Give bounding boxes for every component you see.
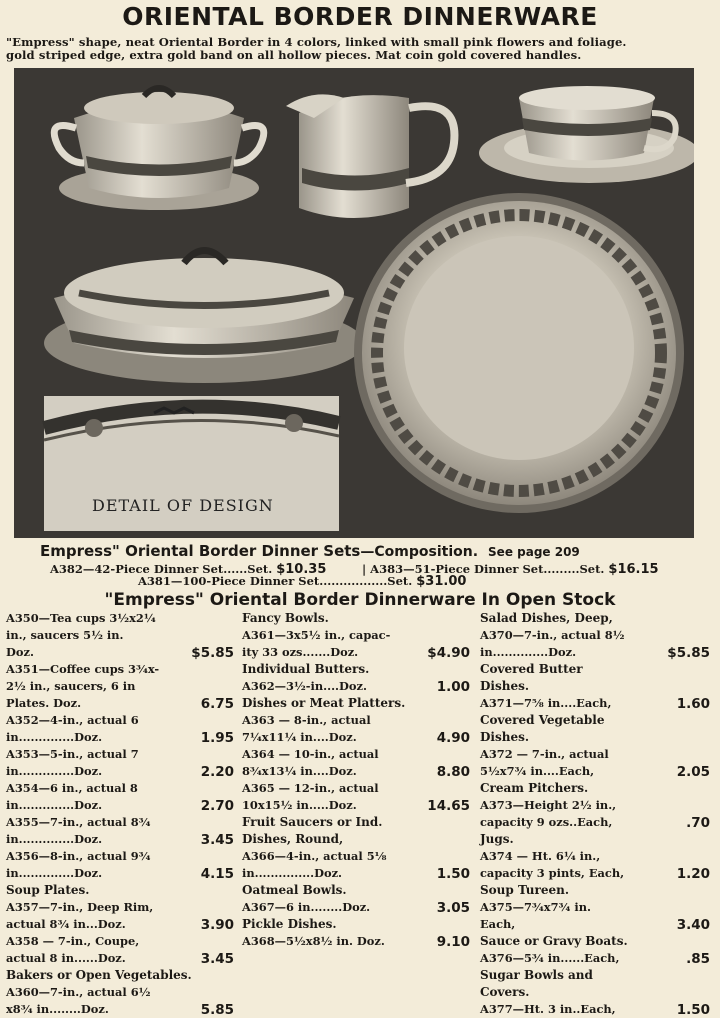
item-price: 3.05 (436, 900, 470, 916)
price-list-row (242, 899, 470, 916)
item-description: A366—4-in., actual 5⅛ (242, 849, 387, 863)
category-heading (480, 831, 710, 848)
set-a383-text: | A383—51-Piece Dinner Set.........Set. (362, 562, 605, 576)
item-price: 1.50 (436, 866, 470, 882)
dinnerware-illustration (14, 68, 694, 538)
detail-of-design-label: DETAIL OF DESIGN (92, 496, 274, 515)
item-description: Jugs. (480, 832, 514, 846)
price-list-row (242, 865, 470, 882)
item-description: ity 33 ozs.......Doz. (242, 645, 359, 659)
price-list-row (6, 1001, 234, 1018)
category-heading (6, 967, 234, 984)
price-list-row (6, 984, 234, 1001)
item-price: 2.70 (200, 798, 234, 814)
price-list-row (6, 950, 234, 967)
item-price: 4.15 (200, 866, 234, 882)
item-description: A374 — Ht. 6¼ in., (480, 849, 601, 863)
item-description: A367—6 in........Doz. (242, 900, 371, 914)
item-description: in..............Doz. (6, 764, 103, 778)
price-column-3 (480, 610, 710, 1018)
price-list-row (480, 848, 710, 865)
item-description: capacity 9 ozs..Each, (480, 815, 613, 829)
item-description: Pickle Dishes. (242, 917, 337, 931)
item-description: Cream Pitchers. (480, 781, 589, 795)
item-description: A364 — 10-in., actual (242, 747, 379, 761)
price-list-row (6, 797, 234, 814)
item-price: 6.75 (200, 696, 234, 712)
price-list-row (6, 678, 234, 695)
category-heading (480, 967, 710, 984)
category-heading (480, 780, 710, 797)
item-description: A360—7-in., actual 6½ (6, 985, 151, 999)
price-list-row (6, 848, 234, 865)
price-list-row (6, 831, 234, 848)
description-line-1: "Empress" shape, neat Oriental Border in 4 colors, linked with small pink flowers and foliage. (6, 35, 627, 49)
item-description: in..............Doz. (6, 798, 103, 812)
price-list-row (6, 610, 234, 627)
price-list-row (480, 950, 710, 967)
item-description: 5½x7¾ in....Each, (480, 764, 595, 778)
item-description: Dishes. (480, 730, 530, 744)
item-description: A351—Coffee cups 3¾x- (6, 662, 160, 676)
item-price: 1.20 (676, 866, 710, 882)
item-description: A375—7¾x7¾ in. (480, 900, 591, 914)
price-list-row (480, 763, 710, 780)
item-description: A368—5½x8½ in. Doz. (242, 934, 385, 948)
item-description: Doz. (6, 645, 34, 659)
item-price: 1.50 (676, 1002, 710, 1018)
item-price: 3.40 (676, 917, 710, 933)
item-description: Each, (480, 917, 516, 931)
item-description: A361—3x5½ in., capac- (242, 628, 391, 642)
price-list-row (6, 746, 234, 763)
price-list-row (480, 916, 710, 933)
item-price: 3.90 (200, 917, 234, 933)
price-list-row (480, 865, 710, 882)
item-description: A352—4-in., actual 6 (6, 713, 139, 727)
item-price: .85 (686, 951, 710, 967)
item-description: in..............Doz. (6, 730, 103, 744)
set-a381-price: $31.00 (416, 574, 467, 589)
category-heading (242, 814, 470, 831)
item-description: Oatmeal Bowls. (242, 883, 347, 897)
item-description: actual 8 in......Doz. (6, 951, 126, 965)
item-description: A373—Height 2½ in., (480, 798, 617, 812)
item-price: 9.10 (436, 934, 470, 950)
price-list-row (480, 797, 710, 814)
item-description: A376—5¾ in......Each, (480, 951, 620, 965)
item-description: A363 — 8-in., actual (242, 713, 371, 727)
price-list-row (480, 814, 710, 831)
item-description: 2½ in., saucers, 6 in (6, 679, 136, 693)
item-description: A370—7-in., actual 8½ (480, 628, 625, 642)
category-heading (480, 610, 710, 627)
cup-and-saucer-image (479, 86, 694, 183)
price-list-row (6, 814, 234, 831)
item-price: 1.95 (200, 730, 234, 746)
item-description: A353—5-in., actual 7 (6, 747, 139, 761)
price-list-row (242, 933, 470, 950)
item-description: A377—Ht. 3 in..Each, (480, 1002, 616, 1016)
dinner-sets-title: Empress" Oriental Border Dinner Sets (40, 542, 361, 560)
item-description: Plates. Doz. (6, 696, 82, 710)
price-list-row (6, 627, 234, 644)
price-list-row (242, 797, 470, 814)
price-list-row (480, 644, 710, 661)
item-description: in..............Doz. (6, 832, 103, 846)
item-price: 8.80 (436, 764, 470, 780)
category-heading (480, 678, 710, 695)
product-photo (14, 68, 694, 538)
category-heading (480, 933, 710, 950)
category-heading (480, 882, 710, 899)
price-list-row (480, 1001, 710, 1018)
item-description: capacity 3 pints, Each, (480, 866, 625, 880)
item-description: A350—Tea cups 3½x2¼ (6, 611, 156, 625)
item-description: A371—7⅝ in....Each, (480, 696, 612, 710)
price-list-row (242, 627, 470, 644)
item-description: in..............Doz. (480, 645, 577, 659)
item-description: A362—3½-in....Doz. (242, 679, 367, 693)
price-list-row (242, 763, 470, 780)
item-description: Soup Tureen. (480, 883, 570, 897)
price-list-row (480, 746, 710, 763)
price-list-row (6, 865, 234, 882)
page-title: ORIENTAL BORDER DINNERWARE (122, 2, 598, 31)
item-description: Salad Dishes, Deep, (480, 611, 613, 625)
item-price: 1.00 (436, 679, 470, 695)
item-description: Covered Vegetable (480, 713, 605, 727)
category-heading (480, 984, 710, 1001)
item-price: 2.20 (200, 764, 234, 780)
item-description: Dishes. (480, 679, 530, 693)
item-description: in., saucers 5½ in. (6, 628, 124, 642)
item-price: $5.85 (667, 645, 710, 661)
category-heading (6, 882, 234, 899)
set-a382-price: $10.35 (276, 562, 327, 577)
item-price: 3.45 (200, 832, 234, 848)
set-a382-text: A382—42-Piece Dinner Set......Set. (50, 562, 273, 576)
set-a383-price: $16.15 (608, 562, 659, 577)
item-description: actual 8¾ in...Doz. (6, 917, 126, 931)
price-list-row (242, 644, 470, 661)
item-description: Covered Butter (480, 662, 583, 676)
item-description: Soup Plates. (6, 883, 90, 897)
item-price: 4.90 (436, 730, 470, 746)
price-list-row (6, 916, 234, 933)
item-description: Covers. (480, 985, 530, 999)
price-list-row (242, 746, 470, 763)
item-price: 14.65 (427, 798, 470, 814)
set-line-2 (138, 574, 466, 589)
item-description: in...............Doz. (242, 866, 343, 880)
item-description: 7¼x11¼ in....Doz. (242, 730, 357, 744)
item-description: A372 — 7-in., actual (480, 747, 609, 761)
price-list-row (242, 780, 470, 797)
price-column-2 (242, 610, 470, 950)
item-description: Bakers or Open Vegetables. (6, 968, 192, 982)
price-list-row (242, 712, 470, 729)
item-description: A354—6 in., actual 8 (6, 781, 138, 795)
item-description: Fruit Saucers or Ind. (242, 815, 383, 829)
item-price: 1.60 (676, 696, 710, 712)
see-page-note: See page 209 (488, 545, 580, 559)
covered-dish-image (44, 251, 364, 384)
price-list-row (242, 729, 470, 746)
category-heading (242, 882, 470, 899)
item-description: 10x15½ in.....Doz. (242, 798, 357, 812)
price-list-row (6, 695, 234, 712)
price-list-row (6, 780, 234, 797)
item-description: x8¾ in........Doz. (6, 1002, 109, 1016)
price-list-row (242, 848, 470, 865)
dinner-sets-heading (40, 542, 720, 560)
price-list-row (6, 729, 234, 746)
category-heading (242, 831, 470, 848)
dinner-plate-image (354, 193, 684, 513)
price-list-row (480, 899, 710, 916)
price-list-row (6, 763, 234, 780)
item-description: A355—7-in., actual 8¾ (6, 815, 151, 829)
item-price: $5.85 (191, 645, 234, 661)
price-list-row (480, 627, 710, 644)
category-heading (242, 661, 470, 678)
item-description: Dishes or Meat Platters. (242, 696, 406, 710)
item-description: A357—7-in., Deep Rim, (6, 900, 154, 914)
item-description: in..............Doz. (6, 866, 103, 880)
item-price: 5.85 (200, 1002, 234, 1018)
item-description: Sugar Bowls and (480, 968, 593, 982)
sugar-bowl-image (54, 88, 264, 210)
description-line-2: gold striped edge, extra gold band on all hollow pieces. Mat coin gold covered handles. (6, 48, 582, 62)
price-column-1 (6, 610, 234, 1018)
open-stock-heading: "Empress" Oriental Border Dinnerware In Open Stock (104, 590, 616, 610)
item-description: A358 — 7-in., Coupe, (6, 934, 140, 948)
item-price: .70 (686, 815, 710, 831)
price-list-row (6, 661, 234, 678)
category-heading (480, 729, 710, 746)
item-description: Dishes, Round, (242, 832, 344, 846)
price-list-row (480, 695, 710, 712)
price-list-row (6, 712, 234, 729)
item-description: A356—8-in., actual 9¾ (6, 849, 151, 863)
category-heading (480, 661, 710, 678)
cream-pitcher-image (286, 94, 454, 218)
category-heading (242, 610, 470, 627)
item-description: Fancy Bowls. (242, 611, 329, 625)
price-list-row (6, 899, 234, 916)
price-list-row (242, 678, 470, 695)
item-price: 2.05 (676, 764, 710, 780)
item-price: $4.90 (427, 645, 470, 661)
price-list-row (6, 933, 234, 950)
item-description: A365 — 12-in., actual (242, 781, 379, 795)
item-description: 8¾x13¼ in....Doz. (242, 764, 357, 778)
price-list-row (6, 644, 234, 661)
item-description: Individual Butters. (242, 662, 370, 676)
item-price: 3.45 (200, 951, 234, 967)
category-heading (480, 712, 710, 729)
set-a381-text: A381—100-Piece Dinner Set.................Set. (138, 574, 413, 588)
composition-label: —Composition. (360, 544, 479, 560)
category-heading (242, 695, 470, 712)
category-heading (242, 916, 470, 933)
item-description: Sauce or Gravy Boats. (480, 934, 628, 948)
description (6, 36, 716, 62)
